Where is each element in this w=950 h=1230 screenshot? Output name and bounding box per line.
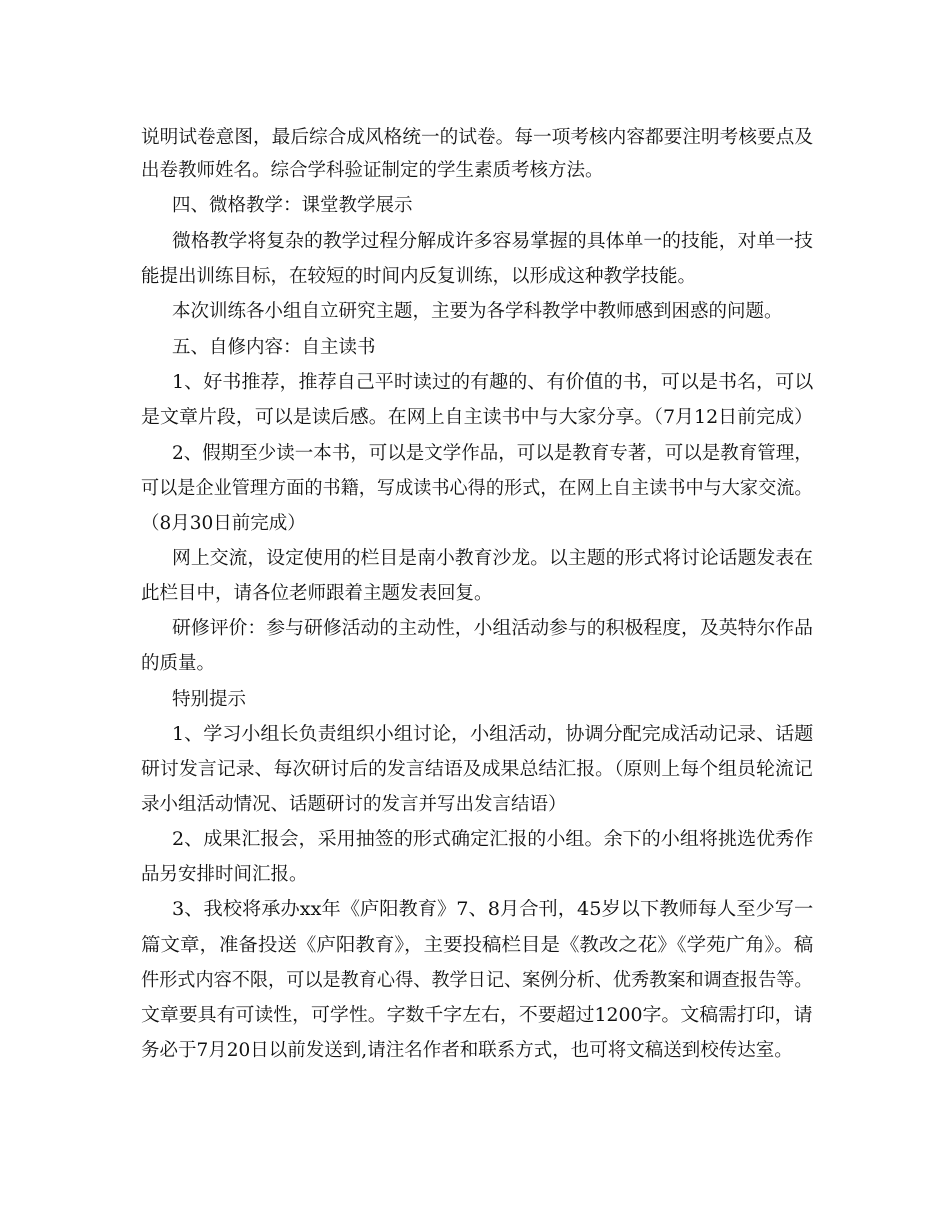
text-line: 1、学习小组长负责组织小组讨论，小组活动，协调分配完成活动记录、话题 [172, 724, 814, 745]
text-line: 出卷教师姓名。综合学科验证制定的学生素质考核方法。 [141, 160, 604, 181]
text-line: 说明试卷意图，最后综合成风格统一的试卷。每一项考核内容都要注明考核要点及 [141, 127, 814, 148]
text-line: 可以是企业管理方面的书籍，写成读书心得的形式，在网上自主读书中与大家交流。 [141, 478, 813, 499]
text-line: 是文章片段，可以是读后感。在网上自主读书中与大家分享。（7月12日前完成） [141, 407, 814, 428]
text-line: 篇文章，准备投送《庐阳教育》，主要投稿栏目是《教改之花》《学苑广角》。稿 [141, 935, 814, 956]
text-line: 件形式内容不限，可以是教育心得、教学日记、案例分析、优秀教案和调查报告等。 [141, 970, 813, 991]
text-line: 3、我校将承办xx年《庐阳教育》7、8月合刊，45岁以下教师每人至少写一 [172, 899, 814, 920]
text-line: 研讨发言记录、每次研讨后的发言结语及成果总结汇报。（原则上每个组员轮流记 [141, 759, 813, 780]
text-line: 录小组活动情况、话题研讨的发言并写出发言结语） [141, 794, 567, 815]
text-line: 的质量。 [141, 653, 216, 674]
text-line: 本次训练各小组自立研究主题，主要为各学科教学中教师感到困惑的问题。 [172, 301, 783, 322]
text-line: 1、好书推荐，推荐自己平时读过的有趣的、有价值的书，可以是书名，可以 [172, 372, 814, 393]
text-line: 务必于7月20日以前发送到,请注名作者和联系方式，也可将文稿送到校传达室。 [141, 1040, 793, 1061]
text-line: 微格教学将复杂的教学过程分解成许多容易掌握的具体单一的技能，对单一技 [172, 231, 814, 252]
section-heading: 四、微格教学：课堂教学展示 [172, 195, 413, 216]
text-line: 此栏目中，请各位老师跟着主题发表回复。 [141, 583, 493, 604]
text-line: 能提出训练目标，在较短的时间内反复训练，以形成这种教学技能。 [141, 266, 697, 287]
section-heading: 特别提示 [172, 689, 247, 710]
text-line: 2、假期至少读一本书，可以是文学作品，可以是教育专著，可以是教育管理， [172, 443, 813, 464]
section-heading: 五、自修内容：自主读书 [172, 337, 376, 358]
text-line: 品另安排时间汇报。 [141, 864, 308, 885]
text-line: 2、成果汇报会，采用抽签的形式确定汇报的小组。余下的小组将挑选优秀作 [172, 829, 814, 850]
text-line: 网上交流，设定使用的栏目是南小教育沙龙。以主题的形式将讨论话题发表在 [172, 548, 814, 569]
text-line: （8月30日前完成） [141, 513, 306, 534]
text-line: 文章要具有可读性，可学性。字数千字左右，不要超过1200字。文稿需打印，请 [141, 1005, 813, 1026]
text-line: 研修评价：参与研修活动的主动性，小组活动参与的积极程度，及英特尔作品 [172, 618, 814, 639]
